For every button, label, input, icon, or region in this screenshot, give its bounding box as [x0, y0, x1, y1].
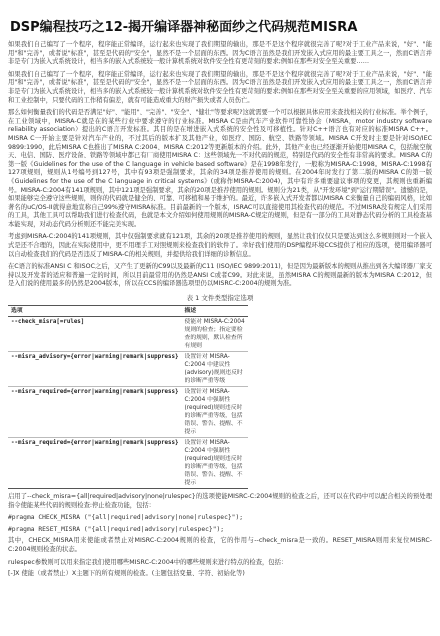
table-cell-desc: 使能对 MISRA-C:2004 规则的检查；指定要检查的规则，默认检查所有规则	[184, 319, 245, 350]
options-table	[8, 305, 248, 489]
table-cell-option: --misra_required={error|warning|remark|suppress}	[8, 438, 182, 489]
table-row	[8, 317, 248, 352]
table-caption: 表 1 文件类型指定选项	[186, 294, 254, 303]
table-cell-desc: 设置针对 MISRA-C:2004 中强制性(required)规则违反时的诊断严重等级，包括错误、警告、提醒、不提示	[182, 438, 248, 489]
table-cell-option: --check_misra[=rules]	[11, 319, 85, 326]
paragraph-c-standards: 在C语言的标准ANSI C 和ISOC之后，又产生了更新的C99以及最新的C11 (ISO/IEC 9899:2011)，但是因为最新版本的规则从推出到各大编译器厂家支持以及开发者的适应和普遍一定的时间，所以目前最常用的仍然是ANSI C或者C99。对此来说，虽然MISRA C的规则最新的版本为MISRA C:2012，但是入们说的使用最多的仍然是2004版本，所以在CCS的编译器选项里仍以MISRC-C:2004的规则为准。	[8, 263, 432, 288]
table-row	[8, 387, 248, 438]
table-cell-option: --misra_advisory={error|warning|remark|suppress}	[8, 352, 182, 387]
paragraph-pragma-explain: 其中，CHECK_MISRA用来使能或者禁止对MISRC-C:2004规则的检查，它的作用与--check_misra是一致的。RESET_MISRA则用来复位MISRC-C:2004规则检查的状态。	[8, 537, 432, 553]
code-reset-misra: #pragma RESET_MISRA ("{all|required|advisory|rulespec}");	[8, 525, 225, 533]
paragraph-intro: 如果我们自己编写了一个程序，程序能正常编译，运行起来也实现了我们期望的输出，那是不是这个程序就很完善了呢?对于工业产品来说，"好"、"能用"和"完善"，或者说"标准"，甚至是代码的"安全"，显然不是一个层面的东西。因为C语言虽然是我们开发嵌入式应用的最主要工具之一，然而C语言并非是专门为嵌入式系统设计，相当多的嵌入式系统较一般计算机系统对软件安全性有更苛刻的要求;例如在那些对安全至关重要的应用领域，如医疗、汽车和工业控制中，只要代码的工作稍有偏差，就有可能造成重大的财产损失或者人员伤亡。	[8, 70, 433, 104]
table-header-option: 选项	[8, 306, 182, 317]
table-cell-option: --misra_required={error|warning|remark|suppress}	[8, 387, 182, 438]
article-title: DSP编程技巧之12-揭开编译器神秘面纱之代码规范MISRA	[10, 20, 358, 35]
table-header-desc: 描述	[182, 306, 248, 317]
table-cell-desc: 设置针对 MISRA-C:2004 中建议性(advisory)规则违反时的诊断严重等级	[182, 352, 248, 387]
table-cell-desc: 设置针对 MISRA-C:2004 中强制性(required)规则违反时的诊断严重等级，包括错误、警告、提醒、不提示	[182, 387, 248, 438]
paragraph-rulespec-item: [-]X 使能（或者禁止）X主题下的所有规则的检查。(主题包括变量、字符、初始化等)	[8, 570, 245, 578]
article-page	[0, 16, 440, 636]
table-row	[8, 438, 248, 489]
paragraph-pragma-intro: 启用了--check_misra={all|required|advisory|none|rulespec}的选项使能MISRC-C:2004规则的检查之后，还可以在代码中可以配合相关的预处理指令使能某些代码的规则检查:停止检查功能，包括：	[8, 493, 432, 509]
paragraph-rulespec: rulespec参数则可以用来指定我们使用哪些MISRC-C:2004中的哪些规则来进行特点的检查，包括：	[8, 558, 288, 566]
options-table-section	[8, 293, 432, 489]
paragraph-misra-history: 那么如何衡量我们的代码是否满足"好"、"能用"、"完善"、"安全"、"健壮"等要求呢?这就需要一个可以根据具体应用来查找相关的行业标准。举个例子，在工业领域中，MISRA-C就是在的某些行业中要求遵守的行业标准。MISRA C是由汽车产业软件可靠性协会（MISRA，motor industry software reliability association）提出的C语言开发标准。其目的是在增进嵌入式系统的安全性及可移植性。针对C++语言也有对应的标准MISRA C++。MISRA C一开始主要是针对汽车产业的，不过其后的版本扩及其他产业，如医疗、国防、航空、铁路等领域。MISRA C开发时主要是针对ISO/IEC 9899:1990，此后MISRA C也推出了MISRA C:2004、MISRA C:2012等更新版本的介绍。此外，其他产业也已经逐渐开始使用MISRA C，包括航空航天、电信、国防、医疗设备、铁路等领域中都已有厂商使用MISRA C：这些领域先一不对代码的规范，特别是代码的安全性有非常高的要求。MISRA C的第一版《Guidelines for the use of the C language in vehicle based software》是在1998年发行，一般称为MISRA-C:1998。MISRA-C:1998有127项规则，规则从1号编号到127号，其中有93项是强制要求，其余的34项是推荐使用的规则。在2004年时发行了第二版的MISRA C的第一版《Guidelines for the use of the C language in critical systems》(或称作MISRA-C:2004)，其中有许多重要建议事项的变更，其规则也重新编号。MISRA-C:2004有141项规则，其中121项是强制要求，其余的20项是推荐使用的规则。规则分为21类，从"开发环境"到"运行期错误"。遗憾的是，如果能够完全遵守这些规则，则你的代码就是健全的、可靠、可移植和易于维护的。最近，许多嵌入式开发者都以MISRA C来衡量自己的编码风格，比如著名的uC/OS-II就得意地宣称自己99%遵守MISRA标准。目前最新的一个版本，ISRAC可以直接使用其检查代码的规范。不过MISRA没有规定人们采用的工具，其他工具可以帮助我们进行检查代码，也就是本文介绍如何使用规则的MISRA-C规定的规则，但是有一部分的工具对静态代码分析的工具检查基本能实现，对动态代码分析则还不能完美实现。	[8, 109, 432, 228]
paragraph-intro-summary: 如果我们自己编写了一个程序，程序能正常编译，运行起来也实现了我们期望的输出，那是不是这个程序就很完善了呢?对于工业产品来说，"好"、"能用"和"完善"，或者说"标准"，甚至是代码的"安全"，显然不是一个层面的东西。因为C语言虽然是我们开发嵌入式应用的最主要工具之一，然而C语言并非是专门为嵌入式系统设计，相当多的嵌入式系统较一般计算机系统对软件安全性有更苛刻的要求;例如在那些对安全至关重要……	[8, 41, 432, 66]
paragraph-misra-rules: 考虑到MISRA-C:2004的141项规则，其中仅强制要求就有121项，其余的20项是推荐使用的规则，显然让我们仅仅只是要达到这么多规则则对一个嵌入式是还不合理的，因此在实际使用中，更不用理手工对照规则来检查我们的软件了。幸好我们使用的DSP编程环境CCS提供了相应的选项，使用编译器可以自动检查我们的代码是否违反了MISRA-C的相关规则，并提供给我们详细的诊断信息。	[8, 233, 432, 258]
table-row	[8, 352, 248, 387]
code-check-misra: #pragma CHECK_MISRA ("{all|required|advisory|none|rulespec}");	[8, 514, 244, 522]
